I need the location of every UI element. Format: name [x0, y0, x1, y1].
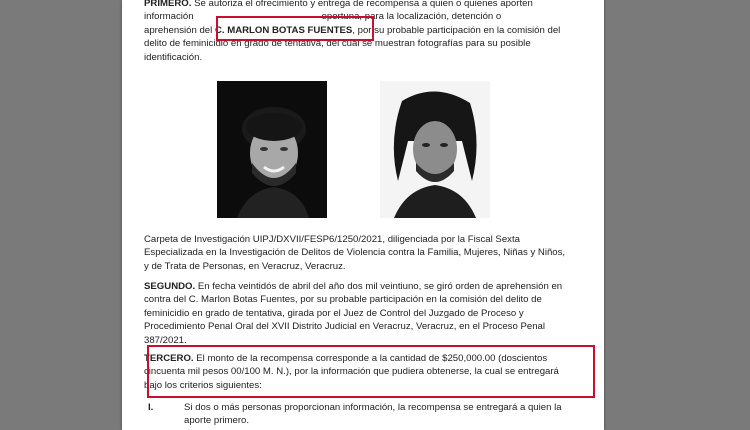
portrait-image	[217, 81, 327, 218]
text-line: Si dos o más personas proporcionan información, la recompensa se entregará a quien la	[184, 402, 562, 413]
paragraph-tercero	[144, 352, 579, 392]
text-line: cincuenta mil pesos 00/100 M. N.), por la información que pudiera obtenerse, la cual se entregará	[144, 366, 559, 378]
criteria-item	[144, 401, 579, 428]
paragraph-segundo	[144, 280, 579, 347]
text-line: Especializada en la Investigación de Delitos de Violencia contra la Familia, Mujeres, Niñas y Niños,	[144, 247, 566, 259]
text-line: aporte primero.	[184, 415, 250, 427]
portrait-image	[380, 81, 490, 218]
text-line: 387/2021.	[144, 334, 187, 346]
bold-text: C. MARLON BOTAS FUENTES	[214, 24, 353, 36]
text-line: feminicidio en grado de tentativa, girada por el Juez de Control del Juzgado de Proceso y	[144, 307, 524, 319]
bold-text: PRIMERO.	[144, 0, 192, 9]
paragraph-carpeta	[144, 233, 579, 273]
text-line: TERCERO. El monto de la recompensa corresponde a la cantidad de $250,000.00 (doscientos	[144, 353, 548, 364]
document-page	[122, 0, 604, 430]
text-line: contra del C. Marlon Botas Fuentes, por su probable participación en la comisión del delito de	[144, 294, 542, 306]
text-line: información oportuna, para la localización, detención o	[144, 11, 502, 23]
suspect-photo-1	[217, 81, 327, 218]
text-line: Procedimiento Penal Oral del XVII Distrito Judicial en Veracruz, Veracruz, en el Proceso Penal	[144, 321, 546, 333]
text-line: Carpeta de Investigación UIPJ/DXVII/FESP6/1250/2021, diligenciada por la Fiscal Sexta	[144, 234, 520, 245]
text-line: delito de feminicidio en grado de tentativa, del cual se muestran fotografías para su posible	[144, 38, 531, 50]
criteria-number: I.	[148, 402, 154, 413]
text-line: PRIMERO. Se autoriza el ofrecimiento y entrega de recompensa a quien o quienes aporten	[144, 0, 533, 9]
text-line: aprehensión del C. MARLON BOTAS FUENTES, por su probable participación en la comisión del	[144, 24, 561, 36]
text-line: y de Trata de Personas, en Veracruz, Veracruz.	[144, 260, 346, 272]
text-line: identificación.	[144, 51, 203, 63]
bold-text: SEGUNDO.	[144, 281, 196, 292]
paragraph-primero	[144, 0, 579, 64]
criteria-list	[144, 401, 579, 428]
text-line: SEGUNDO. En fecha veintidós de abril del año dos mil veintiuno, se giró orden de aprehensión en	[144, 281, 563, 292]
bold-text: TERCERO.	[144, 353, 194, 364]
suspect-photo-2	[380, 81, 490, 218]
text-line: bajo los criterios siguientes:	[144, 379, 262, 391]
